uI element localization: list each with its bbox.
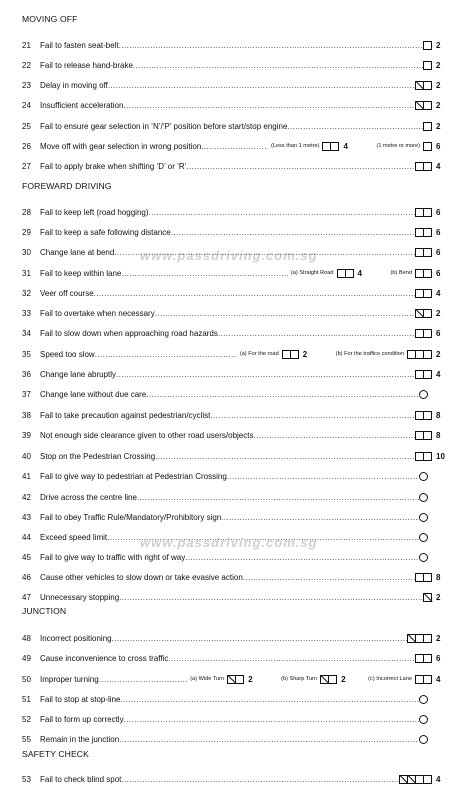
sub-option-label: (1 metre or more) xyxy=(376,143,420,149)
sub-option-label: (b) For the traffice condition xyxy=(335,351,404,357)
dot-leader xyxy=(94,289,415,298)
item-number: 25 xyxy=(22,121,31,131)
item-label: Remain in the junction xyxy=(40,734,120,744)
item-number: 21 xyxy=(22,40,31,50)
checkboxes xyxy=(415,431,432,440)
item-label: Fail to check blind spot xyxy=(40,774,122,784)
item-row xyxy=(22,78,446,92)
checkboxes xyxy=(415,675,432,684)
points-value: 2 xyxy=(436,60,441,70)
points-value: 8 xyxy=(436,410,441,420)
checkbox[interactable] xyxy=(423,228,432,237)
dot-leader xyxy=(227,472,419,481)
item-label: Drive across the centre line xyxy=(40,492,137,502)
item-label: Fail to keep left (road hogging) xyxy=(40,207,149,217)
checkboxes xyxy=(415,289,432,298)
checkboxes xyxy=(415,452,432,461)
item-label: Speed too slow xyxy=(40,349,95,359)
item-row xyxy=(22,692,446,706)
checkboxes xyxy=(423,593,432,602)
points-value: 2 xyxy=(436,592,441,602)
item-label: Fail to give way to traffic with right of way xyxy=(40,552,186,562)
checkbox[interactable] xyxy=(423,370,432,379)
item-number: 55 xyxy=(22,734,31,744)
item-label: Fail to form up correctly xyxy=(40,714,124,724)
checkbox[interactable] xyxy=(290,350,299,359)
item-row xyxy=(22,672,446,686)
checkbox[interactable] xyxy=(423,593,432,602)
item-label: Incorrect positioning xyxy=(40,633,112,643)
dot-leader xyxy=(121,269,288,278)
item-row xyxy=(22,306,446,320)
checkbox[interactable] xyxy=(423,775,432,784)
item-row xyxy=(22,205,446,219)
points-value: 6 xyxy=(436,653,441,663)
checkbox[interactable] xyxy=(423,329,432,338)
checkbox[interactable] xyxy=(423,269,432,278)
points-value: 2 xyxy=(436,40,441,50)
sub-checkboxes xyxy=(322,142,339,151)
points-value: 6 xyxy=(436,227,441,237)
sub-points: 4 xyxy=(357,268,362,278)
item-number: 38 xyxy=(22,410,31,420)
item-row xyxy=(22,510,446,524)
checkboxes xyxy=(415,162,432,171)
dot-leader xyxy=(112,634,407,643)
points-value: 4 xyxy=(436,288,441,298)
checkbox[interactable] xyxy=(423,122,432,131)
item-number: 37 xyxy=(22,389,31,399)
checkbox[interactable] xyxy=(423,208,432,217)
dot-leader xyxy=(221,513,419,522)
item-label: Fail to take precaution against pedestrian/cyclist xyxy=(40,410,211,420)
item-row xyxy=(22,245,446,259)
item-row xyxy=(22,732,446,746)
item-number: 49 xyxy=(22,653,31,663)
points-value: 2 xyxy=(436,121,441,131)
points-value: 2 xyxy=(436,349,441,359)
item-row xyxy=(22,58,446,72)
dot-leader xyxy=(146,390,419,399)
checkboxes xyxy=(415,101,432,110)
circle-mark[interactable] xyxy=(419,493,428,502)
item-label: Cause inconvenience to cross traffic xyxy=(40,653,169,663)
item-row xyxy=(22,286,446,300)
dot-leader xyxy=(119,593,423,602)
checkbox[interactable] xyxy=(423,634,432,643)
item-row xyxy=(22,712,446,726)
sub-points: 2 xyxy=(302,349,308,359)
item-label: Fail to slow down when approaching road hazards xyxy=(40,328,218,338)
item-label: Fail to fasten seat-belt xyxy=(40,40,119,50)
item-label: Change lane abruptly xyxy=(40,369,117,379)
item-label: Stop on the Pedestrian Crossing xyxy=(40,451,156,461)
dot-leader xyxy=(137,493,419,502)
item-number: 43 xyxy=(22,512,31,522)
item-number: 22 xyxy=(22,60,31,70)
checkbox[interactable] xyxy=(423,654,432,663)
dot-leader xyxy=(149,208,415,217)
checkboxes xyxy=(399,775,432,784)
item-number: 24 xyxy=(22,100,31,110)
checkboxes xyxy=(423,142,432,151)
item-number: 29 xyxy=(22,227,31,237)
points-value: 4 xyxy=(436,369,441,379)
item-number: 45 xyxy=(22,552,31,562)
sub-checkboxes xyxy=(282,350,299,359)
dot-leader xyxy=(218,329,415,338)
section-title: JUNCTION xyxy=(22,606,67,616)
dot-leader xyxy=(168,654,415,663)
item-label: Fail to ensure gear selection in ‘N’/‘P’ position before start/stop engine xyxy=(40,121,288,131)
checkbox[interactable] xyxy=(423,41,432,50)
checkbox[interactable] xyxy=(328,675,337,684)
item-row xyxy=(22,98,446,112)
item-label: Fail to obey Traffic Rule/Mandatory/Prohibitory sign xyxy=(40,512,222,522)
item-number: 48 xyxy=(22,633,31,643)
item-label: Fail to overtake when necessary xyxy=(40,308,155,318)
checkbox[interactable] xyxy=(423,431,432,440)
item-row xyxy=(22,119,446,133)
points-value: 8 xyxy=(436,430,441,440)
item-row xyxy=(22,347,446,361)
dot-leader xyxy=(287,122,423,131)
dot-leader xyxy=(186,162,415,171)
dot-leader xyxy=(133,61,423,70)
item-row xyxy=(22,367,446,381)
watermark: www.passdriving.com.sg xyxy=(140,248,318,263)
checkbox[interactable] xyxy=(423,101,432,110)
item-row xyxy=(22,408,446,422)
sub-option-label: (c) Incorrect Lane xyxy=(368,676,412,682)
section-title: SAFETY CHECK xyxy=(22,749,89,759)
item-label: Fail to keep a safe following distance xyxy=(40,227,171,237)
item-number: 35 xyxy=(22,349,31,359)
checkboxes xyxy=(415,248,432,257)
dot-leader xyxy=(119,735,419,744)
item-row xyxy=(22,469,446,483)
item-number: 26 xyxy=(22,141,31,151)
dot-leader xyxy=(119,41,423,50)
sub-checkboxes xyxy=(227,675,244,684)
checkboxes xyxy=(415,269,432,278)
item-label: Exceed speed limit xyxy=(40,532,108,542)
item-number: 47 xyxy=(22,592,31,602)
dot-leader xyxy=(108,81,415,90)
points-value: 8 xyxy=(436,572,441,582)
checkbox[interactable] xyxy=(330,142,339,151)
dot-leader xyxy=(95,350,237,359)
checkboxes xyxy=(415,654,432,663)
item-label: Change lane without due care xyxy=(40,389,147,399)
item-number: 51 xyxy=(22,694,31,704)
dot-leader xyxy=(116,370,415,379)
item-number: 40 xyxy=(22,451,31,461)
checkbox[interactable] xyxy=(423,162,432,171)
points-value: 2 xyxy=(436,633,441,643)
checkboxes xyxy=(415,370,432,379)
item-label: Move off with gear selection in wrong position xyxy=(40,141,202,151)
item-label: Fail to apply brake when shifting ‘D’ or ‘R’ xyxy=(40,161,187,171)
item-row xyxy=(22,225,446,239)
item-row xyxy=(22,772,446,786)
item-label: Cause other vehicles to slow down or take evasive action xyxy=(40,572,243,582)
checkbox[interactable] xyxy=(423,61,432,70)
sub-option-label: (a) For the road xyxy=(239,351,279,357)
checkbox[interactable] xyxy=(423,142,432,151)
dot-leader xyxy=(123,101,415,110)
dot-leader xyxy=(201,142,268,151)
item-number: 53 xyxy=(22,774,31,784)
section-title: MOVING OFF xyxy=(22,14,78,24)
points-value: 2 xyxy=(436,100,441,110)
section-title: FOREWARD DRIVING xyxy=(22,181,112,191)
checkboxes xyxy=(423,41,432,50)
item-number: 41 xyxy=(22,471,31,481)
item-number: 34 xyxy=(22,328,31,338)
item-row xyxy=(22,326,446,340)
item-label: Not enough side clearance given to other road users/objects xyxy=(40,430,254,440)
item-label: Fail to give way to pedestrian at Pedestrian Crossing xyxy=(40,471,227,481)
item-number: 31 xyxy=(22,268,31,278)
dot-leader xyxy=(253,431,415,440)
points-value: 4 xyxy=(436,774,441,784)
points-value: 4 xyxy=(436,674,441,684)
dot-leader xyxy=(243,573,415,582)
points-value: 6 xyxy=(436,247,441,257)
item-label: Improper turning xyxy=(40,674,99,684)
dot-leader xyxy=(121,775,399,784)
item-label: Fail to keep within lane xyxy=(40,268,122,278)
item-row xyxy=(22,590,446,604)
checkbox[interactable] xyxy=(423,289,432,298)
checkbox[interactable] xyxy=(423,452,432,461)
checkboxes xyxy=(415,81,432,90)
sub-option-label: (a) Wide Turn xyxy=(190,676,225,682)
circle-mark[interactable] xyxy=(419,472,428,481)
checkboxes xyxy=(415,573,432,582)
sub-checkboxes xyxy=(320,675,337,684)
item-number: 39 xyxy=(22,430,31,440)
item-row xyxy=(22,490,446,504)
points-value: 4 xyxy=(436,161,441,171)
item-number: 28 xyxy=(22,207,31,217)
item-label: Fail to stop at stop-line xyxy=(40,694,121,704)
checkbox[interactable] xyxy=(423,248,432,257)
item-label: Fail to release hand-brake xyxy=(40,60,133,70)
circle-mark[interactable] xyxy=(419,533,428,542)
dot-leader xyxy=(171,228,415,237)
item-number: 42 xyxy=(22,492,31,502)
item-number: 46 xyxy=(22,572,31,582)
item-number: 23 xyxy=(22,80,31,90)
checkbox[interactable] xyxy=(345,269,354,278)
checkbox[interactable] xyxy=(423,573,432,582)
sub-option-label: (b) Sharp Turn xyxy=(281,676,318,682)
item-number: 33 xyxy=(22,308,31,318)
checkbox[interactable] xyxy=(423,350,432,359)
checkboxes xyxy=(415,309,432,318)
circle-mark[interactable] xyxy=(419,695,428,704)
points-value: 6 xyxy=(436,207,441,217)
dot-leader xyxy=(155,452,415,461)
item-number: 44 xyxy=(22,532,31,542)
dot-leader xyxy=(120,695,419,704)
item-row xyxy=(22,570,446,584)
dot-leader xyxy=(114,248,415,257)
circle-mark[interactable] xyxy=(419,390,428,399)
item-row xyxy=(22,631,446,645)
dot-leader xyxy=(210,411,415,420)
sub-points: 2 xyxy=(248,674,253,684)
item-number: 27 xyxy=(22,161,31,171)
item-row xyxy=(22,550,446,564)
item-row xyxy=(22,266,446,280)
points-value: 6 xyxy=(436,141,441,151)
circle-mark[interactable] xyxy=(419,513,428,522)
item-row xyxy=(22,159,446,173)
sub-checkboxes xyxy=(337,269,354,278)
item-number: 50 xyxy=(22,674,31,684)
dot-leader xyxy=(107,533,419,542)
checkboxes xyxy=(415,411,432,420)
item-label: Delay in moving off xyxy=(40,80,108,90)
item-number: 30 xyxy=(22,247,31,257)
item-label: Change lane at bend xyxy=(40,247,115,257)
dot-leader xyxy=(99,675,187,684)
sub-points: 4 xyxy=(343,141,348,151)
item-label: Veer off course xyxy=(40,288,94,298)
checkboxes xyxy=(407,634,432,643)
checkboxes xyxy=(415,208,432,217)
checkboxes xyxy=(407,350,432,359)
item-row xyxy=(22,139,446,153)
item-number: 36 xyxy=(22,369,31,379)
checkbox[interactable] xyxy=(423,309,432,318)
item-number: 32 xyxy=(22,288,31,298)
points-value: 6 xyxy=(436,328,441,338)
sub-points: 2 xyxy=(341,674,346,684)
item-row xyxy=(22,428,446,442)
checkboxes xyxy=(415,228,432,237)
item-number: 52 xyxy=(22,714,31,724)
points-value: 10 xyxy=(436,451,445,461)
dot-leader xyxy=(124,715,419,724)
sub-option-label: (b) Bend xyxy=(390,270,412,276)
dot-leader xyxy=(185,553,419,562)
points-value: 6 xyxy=(436,268,441,278)
watermark: www.passdriving.com.sg xyxy=(140,535,318,550)
checkbox[interactable] xyxy=(235,675,244,684)
circle-mark[interactable] xyxy=(419,553,428,562)
item-label: Insufficient acceleration xyxy=(40,100,124,110)
checkbox[interactable] xyxy=(423,411,432,420)
points-value: 2 xyxy=(436,308,441,318)
item-row xyxy=(22,38,446,52)
item-row xyxy=(22,387,446,401)
checkboxes xyxy=(423,122,432,131)
sub-option-label: (a) Straight Road xyxy=(290,270,334,276)
points-value: 2 xyxy=(436,80,441,90)
circle-mark[interactable] xyxy=(419,715,428,724)
item-label: Unnecessary stopping xyxy=(40,592,120,602)
checkboxes xyxy=(423,61,432,70)
checkbox[interactable] xyxy=(423,675,432,684)
item-row xyxy=(22,530,446,544)
circle-mark[interactable] xyxy=(419,735,428,744)
item-row xyxy=(22,651,446,665)
checkboxes xyxy=(415,329,432,338)
item-row xyxy=(22,449,446,463)
dot-leader xyxy=(155,309,415,318)
sub-option-label: (Less than 1 metre) xyxy=(270,143,320,149)
checkbox[interactable] xyxy=(423,81,432,90)
